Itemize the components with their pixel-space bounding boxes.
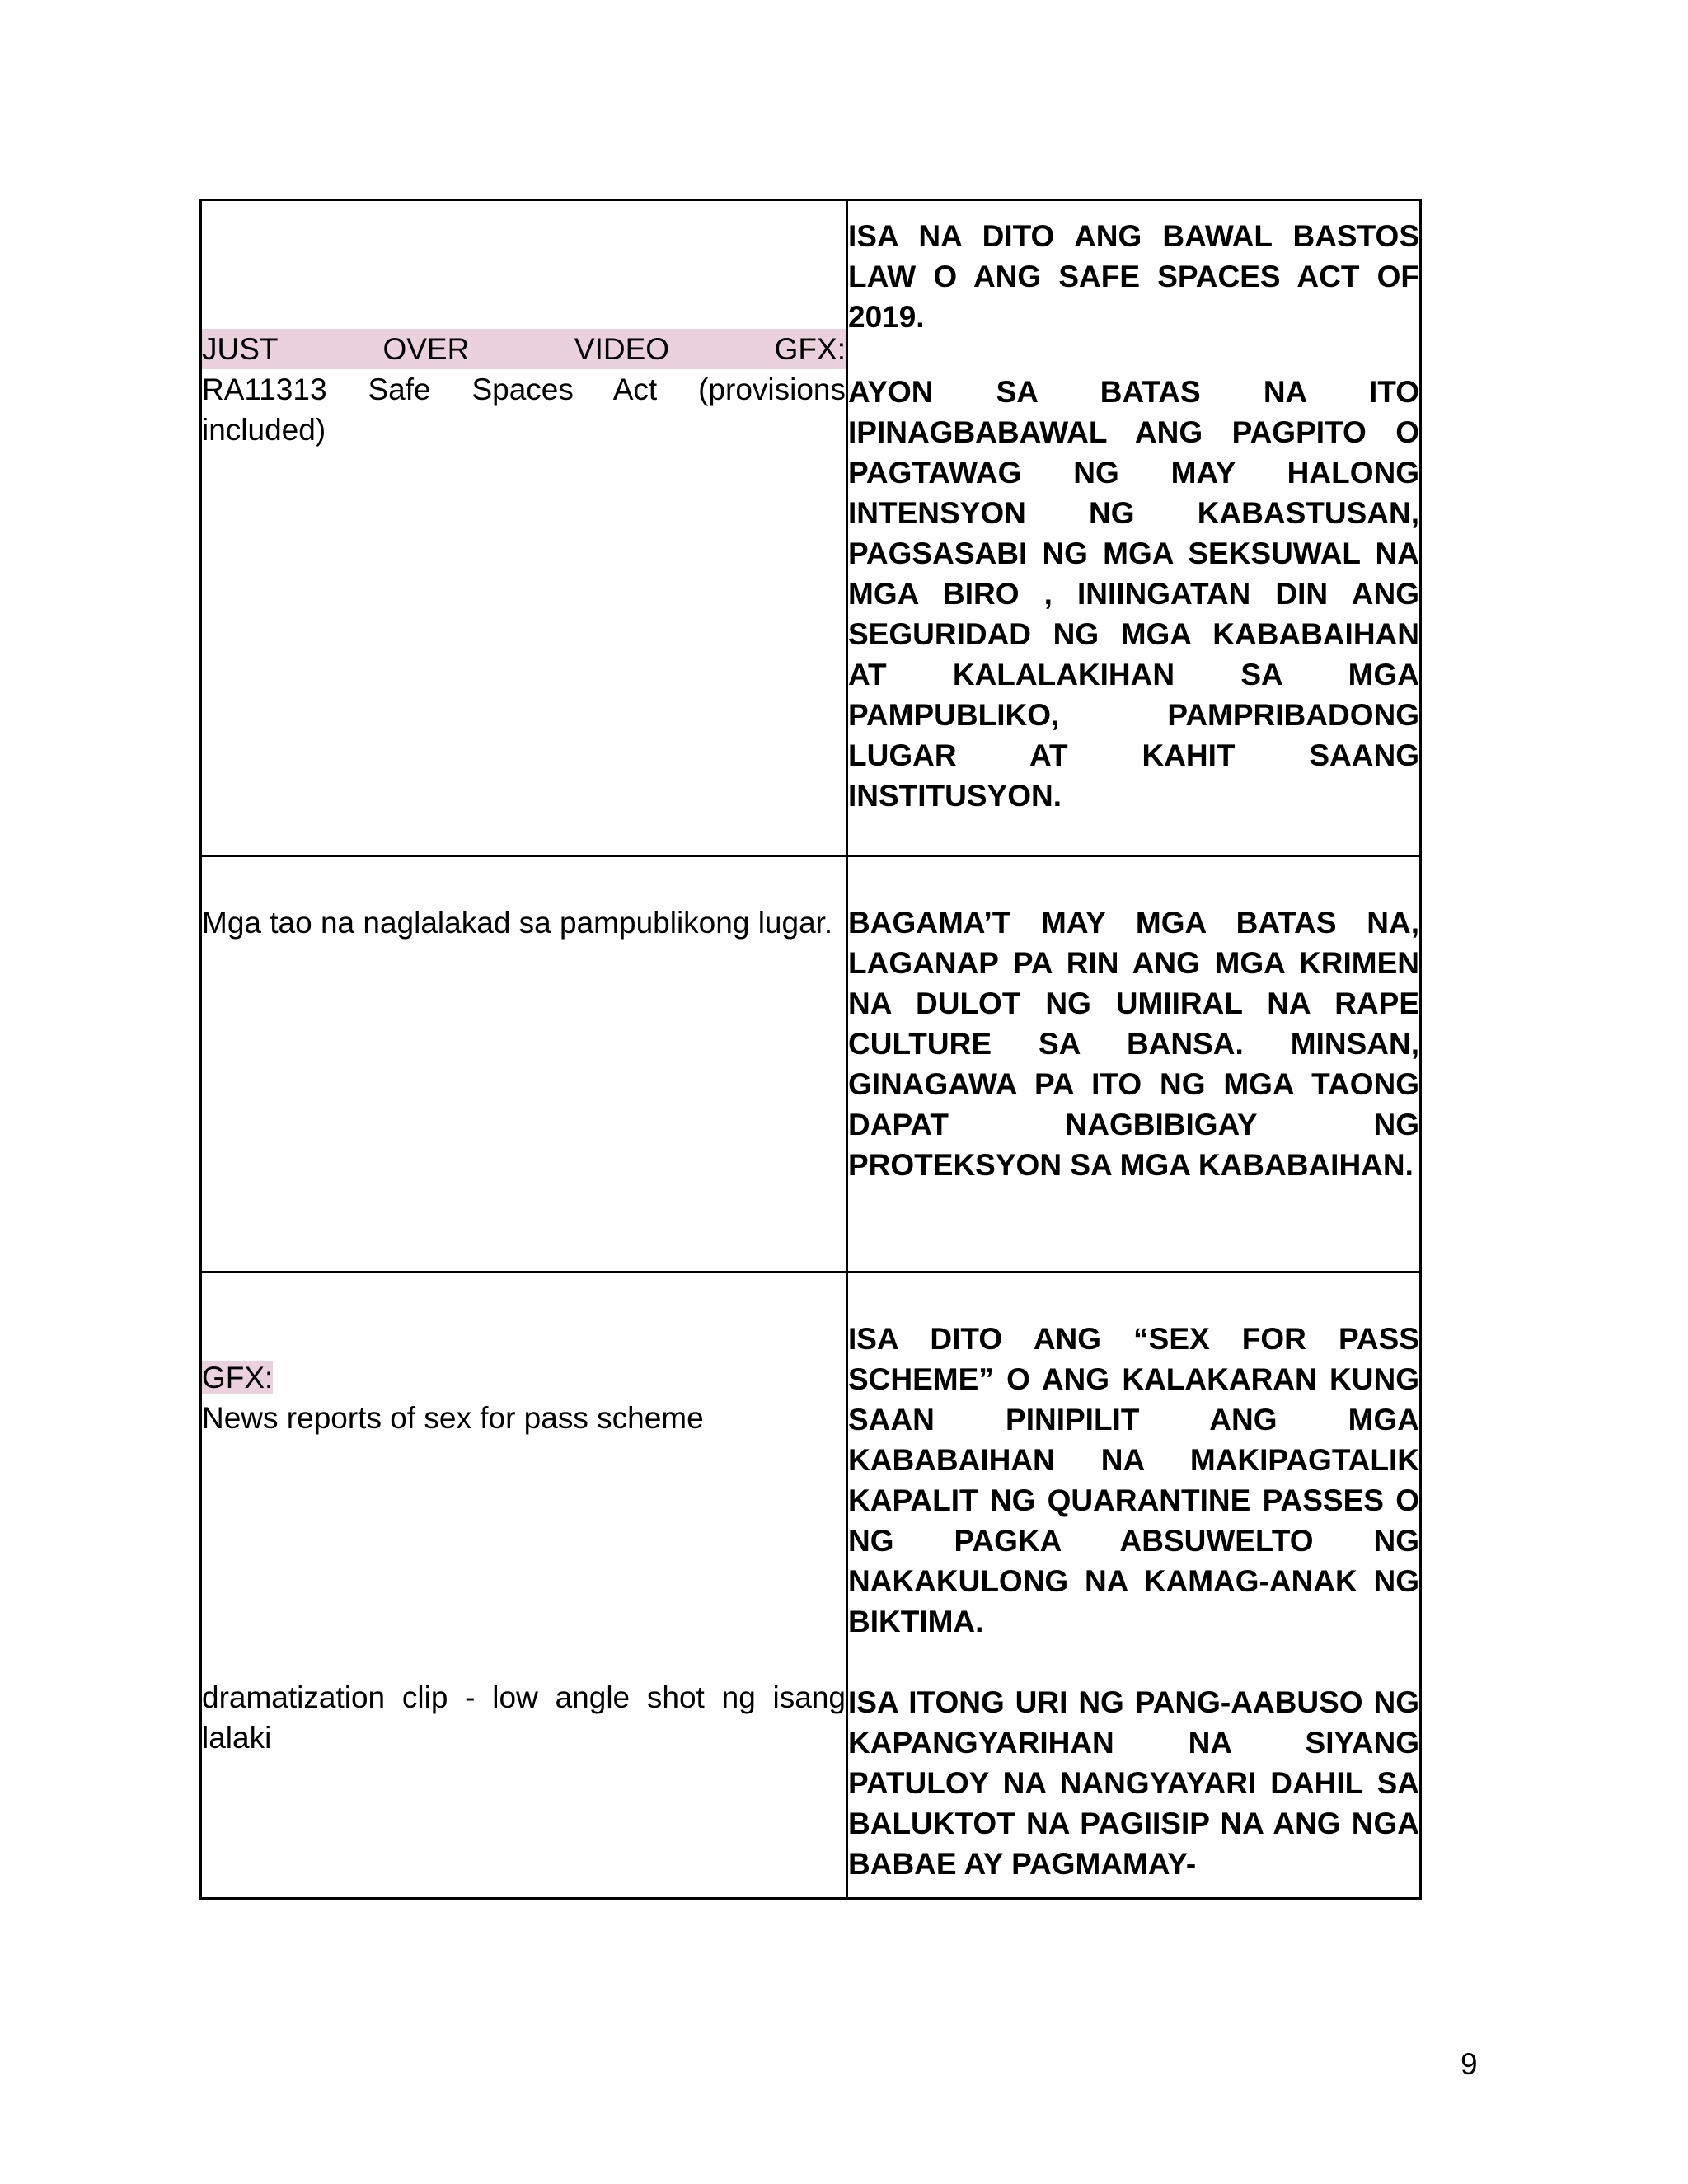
script-table	[199, 199, 1422, 1900]
audio-paragraph: ISA ITONG URI NG PANG-AABUSO NG KAPANGYARIHAN NA SIYANG PATULOY NA NANGYAYARI DAHIL SA BALUKTOT NA PAGIISIP NA ANG NGA BABAE AY PAGMAMAY-	[848, 1685, 1419, 1881]
audio-paragraph: BAGAMA’T MAY MGA BATAS NA, LAGANAP PA RIN ANG MGA KRIMEN NA DULOT NG UMIIRAL NA RAPE CULTURE SA BANSA. MINSAN, GINAGAWA PA ITO NG MGA TAONG DAPAT NAGBIBIGAY NG PROTEKSYON SA MGA KABABAIHAN.	[848, 906, 1419, 1182]
visual-label: GFX:	[202, 1361, 274, 1394]
visual-cell	[201, 1272, 847, 1899]
visual-cell	[201, 856, 847, 1272]
visual-text: Mga tao na naglalakad sa pampublikong lugar.	[202, 906, 833, 940]
visual-text: RA11313 Safe Spaces Act (provisions included)	[202, 373, 846, 447]
visual-text: News reports of sex for pass scheme	[202, 1401, 704, 1435]
script-row	[201, 856, 1421, 1272]
audio-paragraph: ISA NA DITO ANG BAWAL BASTOS LAW O ANG SAFE SPACES ACT OF 2019.	[848, 219, 1419, 334]
page-number: 9	[1461, 2047, 1478, 2081]
audio-paragraph: ISA DITO ANG “SEX FOR PASS SCHEME” O ANG KALAKARAN KUNG SAAN PINIPILIT ANG MGA KABABAIHAN NA MAKIPAGTALIK KAPALIT NG QUARANTINE PASSES O NG PAGKA ABSUWELTO NG NAKAKULONG NA KAMAG-ANAK NG BIKTIMA.	[848, 1322, 1419, 1638]
visual-text-secondary: dramatization clip - low angle shot ng isang lalaki	[202, 1680, 846, 1755]
script-row	[201, 200, 1421, 856]
script-row	[201, 1272, 1421, 1899]
audio-cell	[847, 1272, 1421, 1899]
visual-label: JUST OVER VIDEO GFX:	[202, 329, 846, 369]
visual-cell	[201, 200, 847, 856]
audio-cell	[847, 856, 1421, 1272]
audio-paragraph: AYON SA BATAS NA ITO IPINAGBABAWAL ANG PAGPITO O PAGTAWAG NG MAY HALONG INTENSYON NG KABASTUSAN, PAGSASABI NG MGA SEKSUWAL NA MGA BIRO , INIINGATAN DIN ANG SEGURIDAD NG MGA KABABAIHAN AT KALALAKIHAN SA MGA PAMPUBLIKO, PAMPRIBADONG LUGAR AT KAHIT SAANG INSTITUSYON.	[848, 375, 1419, 813]
audio-cell	[847, 200, 1421, 856]
